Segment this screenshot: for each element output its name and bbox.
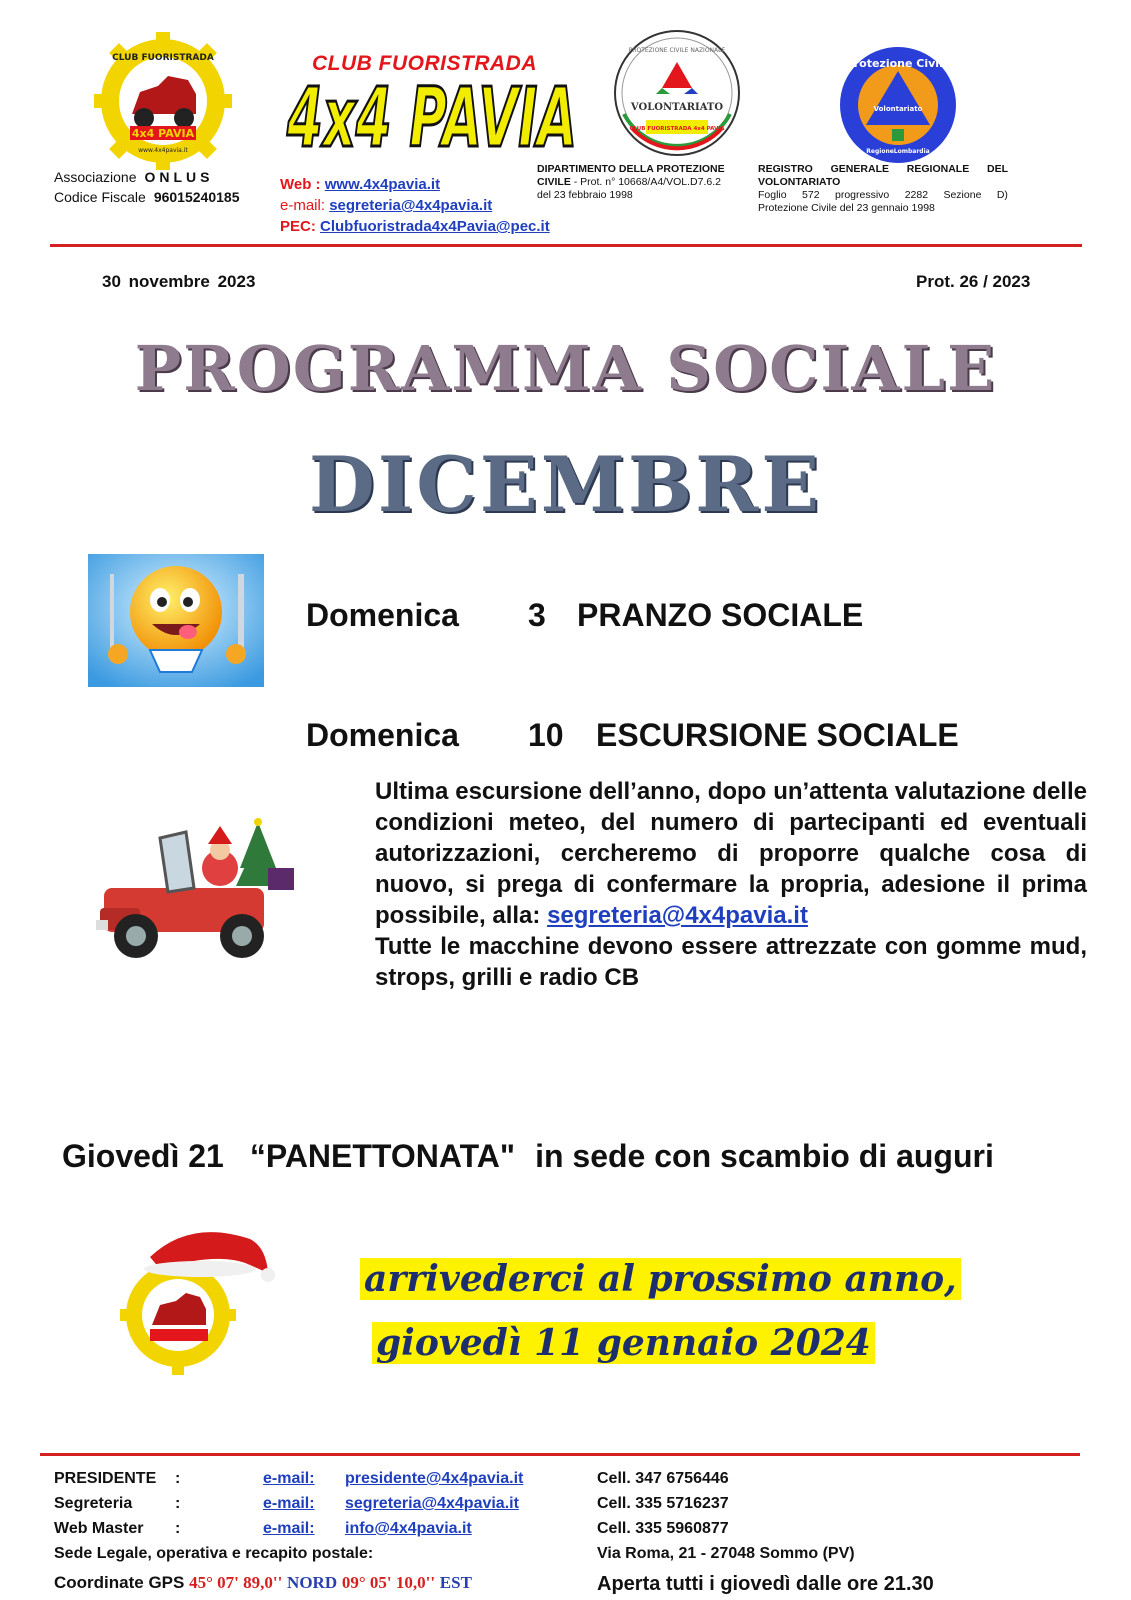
event-1-title: PRANZO SOCIALE bbox=[577, 597, 864, 633]
reg-word: Foglio bbox=[758, 189, 787, 201]
footer-email-link[interactable]: segreteria@4x4pavia.it bbox=[345, 1495, 519, 1512]
description-text: Ultima escursione dell’anno, dopo un’attenta valutazione delle condizioni meteo, del numero di partecipanti ed eventuali autorizzazioni, cercheremo di proporre qualche cosa di nuovo, si prega di confermare la propria, adesione il prima possibile, alla: bbox=[375, 778, 1087, 929]
footer-role: PRESIDENTE bbox=[54, 1470, 157, 1487]
footer-email-label[interactable]: e-mail: bbox=[263, 1470, 315, 1487]
footer-email[interactable] bbox=[263, 1495, 519, 1513]
header-divider bbox=[50, 244, 1082, 247]
reg-title bbox=[758, 163, 1008, 176]
footer-email-link[interactable]: presidente@4x4pavia.it bbox=[345, 1470, 524, 1487]
dpc-civile: CIVILE bbox=[537, 176, 571, 188]
gear-logo-site-text: www.4x4pavia.it bbox=[138, 147, 188, 154]
brand-title: CLUB FUORISTRADA bbox=[312, 52, 537, 75]
dpc-logo-text: VOLONTARIATO bbox=[630, 102, 724, 113]
document-date: 30 novembre 2023 bbox=[102, 272, 256, 291]
brand-name-text: 4x4 PAVIA bbox=[286, 74, 577, 154]
pcl-logo-center: Volontariato bbox=[873, 105, 923, 113]
sede-label: Sede Legale, operativa e recapito postale: bbox=[54, 1545, 374, 1562]
reg-line4: Protezione Civile del 23 gennaio 1998 bbox=[758, 202, 935, 214]
panettonata-line bbox=[62, 1138, 994, 1175]
web-link[interactable]: www.4x4pavia.it bbox=[324, 176, 441, 193]
footer-colon: : bbox=[175, 1495, 181, 1512]
dpc-title: DIPARTIMENTO DELLA PROTEZIONE bbox=[537, 163, 725, 175]
dpc-logo-ring-text: PROTEZIONE CIVILE NAZIONALE bbox=[628, 47, 726, 54]
footer-cell: Cell. 335 5960877 bbox=[597, 1520, 729, 1537]
event-2-number: 10 bbox=[528, 717, 564, 753]
club-gear-logo bbox=[92, 30, 234, 172]
reg-title-word: REGIONALE bbox=[906, 163, 970, 175]
event-1-number: 3 bbox=[528, 597, 546, 633]
protezione-civile-lombardia-logo bbox=[838, 45, 958, 165]
footer-role: Segreteria bbox=[54, 1495, 133, 1512]
page-title: PROGRAMMA SOCIALE bbox=[134, 332, 997, 405]
brand-logo bbox=[282, 52, 582, 157]
pec-label: PEC: bbox=[280, 218, 316, 235]
gps-coordinates bbox=[54, 1573, 472, 1593]
gear-logo-ring-text: CLUB FUORISTRADA bbox=[112, 53, 214, 63]
event-2-title: ESCURSIONE SOCIALE bbox=[596, 717, 959, 753]
footer-email-label[interactable]: e-mail: bbox=[263, 1495, 315, 1512]
protocol-number: Prot. 26 / 2023 bbox=[916, 272, 1031, 291]
web-label: Web : bbox=[280, 176, 321, 193]
dpc-logo-sub-text: CLUB FUORISTRADA 4x4 PAVIA bbox=[629, 126, 725, 132]
panettonata-text: in sede con scambio di auguri bbox=[535, 1138, 994, 1174]
gps-east: EST bbox=[439, 1573, 472, 1592]
farewell-line-1: arrivederci al prossimo anno, bbox=[360, 1258, 961, 1300]
opening-hours: Aperta tutti i giovedì dalle ore 21.30 bbox=[597, 1573, 934, 1595]
gps-lon: 09° 05' 10,0'' bbox=[341, 1573, 436, 1592]
footer-role: Web Master bbox=[54, 1520, 144, 1537]
panettonata-day: Giovedì 21 bbox=[62, 1138, 224, 1174]
reg-word: D) bbox=[996, 189, 1008, 201]
dpc-date: del 23 febbraio 1998 bbox=[537, 189, 633, 201]
reg-word: 572 bbox=[802, 189, 820, 201]
cf-value: 96015240185 bbox=[153, 189, 240, 205]
farewell-line-2: giovedì 11 gennaio 2024 bbox=[372, 1322, 875, 1364]
footer-colon: : bbox=[175, 1470, 181, 1487]
gps-label: Coordinate GPS bbox=[54, 1573, 185, 1592]
dpc-registration bbox=[537, 163, 737, 202]
pcl-logo-bottom: RegioneLombardia bbox=[866, 148, 930, 155]
footer-email[interactable] bbox=[263, 1470, 523, 1488]
reg-word: 2282 bbox=[904, 189, 929, 201]
brand-name-art bbox=[282, 74, 582, 154]
club-contacts bbox=[280, 174, 550, 237]
email-label: e-mail: bbox=[280, 197, 326, 214]
pcl-logo-title: Protezione Civile bbox=[845, 57, 951, 70]
santa-jeep-picture bbox=[90, 808, 310, 978]
reg-title2: VOLONTARIATO bbox=[758, 176, 841, 188]
event-2-day: Domenica bbox=[306, 717, 459, 753]
assoc-onlus: ONLUS bbox=[144, 169, 214, 185]
panettonata-name: “PANETTONATA" bbox=[249, 1138, 516, 1174]
reg-word: progressivo bbox=[834, 189, 890, 201]
regional-registry bbox=[758, 163, 1008, 215]
footer-cell: Cell. 347 6756446 bbox=[597, 1470, 729, 1487]
gps-north: NORD bbox=[287, 1573, 338, 1592]
association-info bbox=[54, 167, 239, 207]
gear-logo-inner-text: 4x4 PAVIA bbox=[131, 127, 195, 140]
footer-cell: Cell. 335 5716237 bbox=[597, 1495, 729, 1512]
footer-email-label[interactable]: e-mail: bbox=[263, 1520, 315, 1537]
club-logo-santa-hat bbox=[100, 1225, 280, 1375]
address: Via Roma, 21 - 27048 Sommo (PV) bbox=[597, 1545, 855, 1562]
footer-colon: : bbox=[175, 1520, 181, 1537]
reg-title-word: REGISTRO bbox=[758, 163, 813, 175]
reg-title-word: GENERALE bbox=[830, 163, 889, 175]
cf-label: Codice Fiscale bbox=[54, 189, 146, 205]
footer-email[interactable] bbox=[263, 1520, 472, 1538]
description-equipment: Tutte le macchine devono essere attrezzate con gomme mud, strops, grilli e radio CB bbox=[375, 933, 1087, 991]
assoc-label: Associazione bbox=[54, 169, 137, 185]
footer-email-link[interactable]: info@4x4pavia.it bbox=[345, 1520, 472, 1537]
gps-lat: 45° 07' 89,0'' bbox=[189, 1573, 283, 1592]
pec-link[interactable]: Clubfuoristrada4x4Pavia@pec.it bbox=[320, 218, 550, 235]
event-1-day: Domenica bbox=[306, 597, 459, 633]
smiley-lunch-picture bbox=[88, 554, 264, 687]
reg-title-word: DEL bbox=[987, 163, 1008, 175]
protezione-civile-nazionale-logo bbox=[610, 28, 745, 158]
reg-word: Sezione bbox=[943, 189, 982, 201]
email-link[interactable]: segreteria@4x4pavia.it bbox=[329, 197, 493, 214]
dpc-prot: - Prot. n° 10668/A4/VOL.D7.6.2 bbox=[570, 176, 721, 188]
footer-divider bbox=[40, 1453, 1080, 1456]
excursion-description bbox=[375, 776, 1087, 993]
description-email-link[interactable]: segreteria@4x4pavia.it bbox=[547, 902, 808, 929]
month-title: DICEMBRE bbox=[308, 440, 823, 529]
reg-line3 bbox=[758, 189, 1008, 202]
